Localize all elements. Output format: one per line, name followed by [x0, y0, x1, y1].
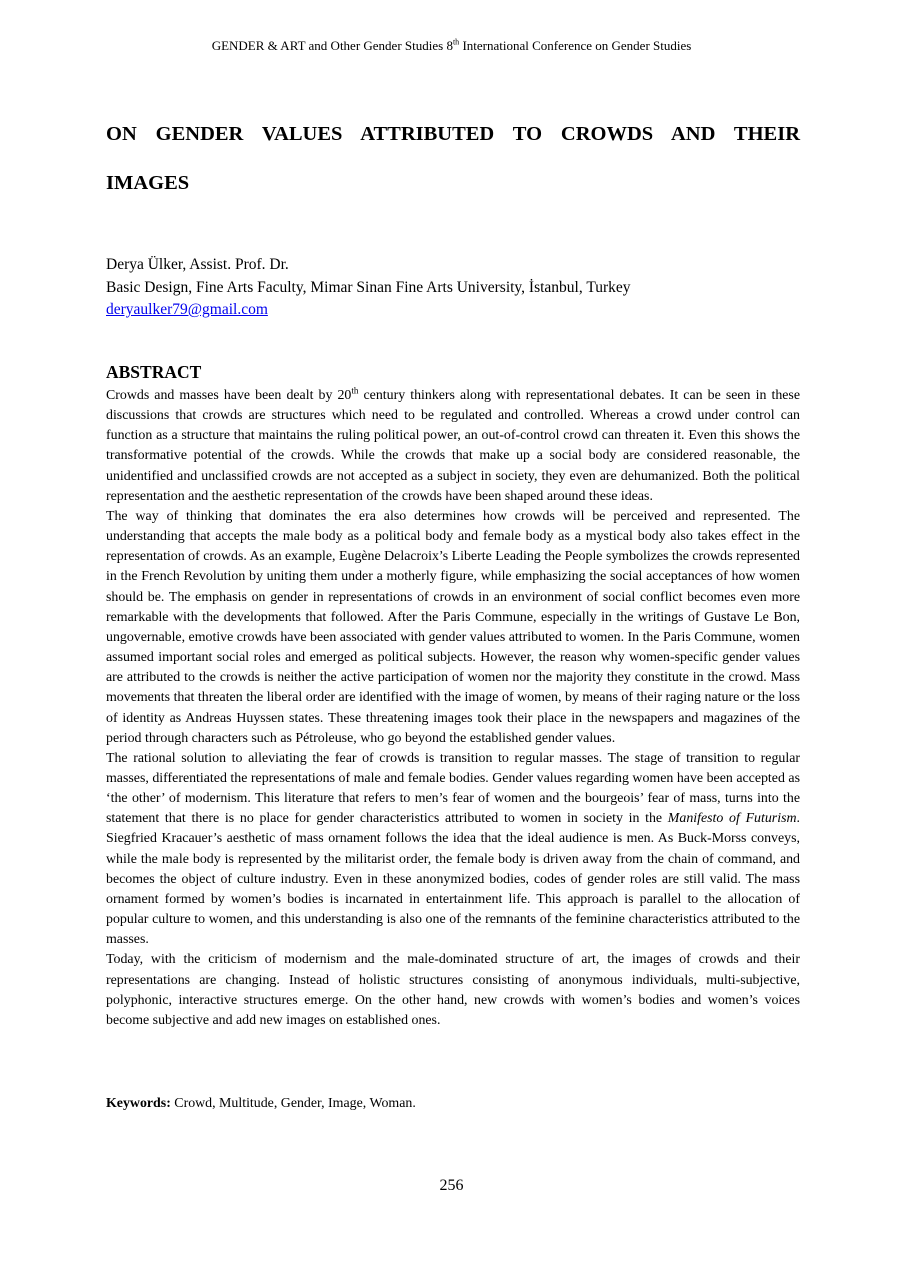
author-email-link[interactable]: deryaulker79@gmail.com	[106, 301, 268, 318]
abstract-p1-superscript: th	[351, 385, 359, 396]
abstract-body	[106, 386, 800, 1031]
abstract-p3-text-b: . Siegfried Kracauer’s aesthetic of mass ornament follows the idea that the ideal audience is men. As Buck-Morss conveys, while the male body is represented by the militarist order, the female body is driven away from the chain of command, and becomes the object of culture industry. Even in these anonymized bodies, codes of gender roles are still valid. The mass ornament formed by women’s bodies is incarnated in entertainment life. This approach is parallel to the allocation of popular culture to women, and this understanding is also one of the remnants of the feminine characteristics attributed to the masses.	[106, 811, 800, 948]
abstract-heading: ABSTRACT	[106, 362, 202, 382]
abstract-paragraph-1	[106, 386, 800, 507]
author-name: Derya Ülker, Assist. Prof. Dr.	[106, 256, 289, 273]
running-header	[0, 38, 903, 54]
keywords-line	[106, 1094, 416, 1114]
paper-title-line-1: ON GENDER VALUES ATTRIBUTED TO CROWDS AND THEIR	[106, 123, 800, 145]
author-affiliation: Basic Design, Fine Arts Faculty, Mimar Sinan Fine Arts University, İstanbul, Turkey	[106, 278, 631, 296]
keywords-text: Crowd, Multitude, Gender, Image, Woman.	[170, 1096, 416, 1111]
running-header-suffix: International Conference on Gender Studies	[459, 38, 692, 53]
abstract-paragraph-3	[106, 749, 800, 951]
keywords-label: Keywords:	[106, 1096, 171, 1111]
paper-title	[106, 110, 800, 208]
abstract-p1-text-a: Crowds and masses have been dealt by 20	[106, 388, 352, 403]
abstract-p3-italic-title: Manifesto of Futurism	[667, 811, 797, 827]
abstract-p3-text-a: The rational solution to alleviating the fear of crowds is transition to regular masses. The stage of transition to regular masses, differentiated the representations of male and female bodies. Gender values regarding women have been accepted as ‘the other’ of modernism. This literature that refers to men’s fear of women and the bourgeois’ fear of mass, turns into the statement that there is no place for gender characteristics attributed to women in society in the	[106, 750, 800, 827]
abstract-p1-text-b: century thinkers along with representational debates. It can be seen in these discussions that crowds are structures which need to be regulated and controlled. Whereas a crowd under control can function as a structure that maintains the ruling political power, an out-of-control crowd can threaten it. Even this shows the transformative potential of the crowds. While the crowds that make up a social body are considered reasonable, the unidentified and unclassified crowds are not accepted as a subject in society, they even are dehumanized. Both the political representation and the aesthetic representation of the crowds have been shaped around these ideas.	[106, 388, 801, 504]
author-block	[106, 254, 631, 322]
abstract-paragraph-2: The way of thinking that dominates the era also determines how crowds will be perceived and represented. The understanding that accepts the male body as a political body and female body as a mystical body also takes effect in the representation of crowds. As an example, Eugène Delacroix’s Liberte Leading the People symbolizes the crowds represented in the French Revolution by uniting them under a motherly figure, while emphasizing the social acceptances of how women should be. The emphasis on gender in representations of crowds in an environment of social conflict becomes even more remarkable with the developments that followed. After the Paris Commune, especially in the writings of Gustave Le Bon, ungovernable, emotive crowds have been associated with gender values attributed to women. In the Paris Commune, women assumed important social roles and emerged as political subjects. However, the reason why women-specific gender values are attributed to the crowds is neither the active participation of women nor the majority they constitute in the crowd. Mass movements that threaten the liberal order are identified with the image of women, by means of their raging nature or the loss of identity as Andreas Huyssen states. These threatening images took their place in the newspapers and magazines of the period through characters such as Pétroleuse, who go beyond the established gender values.	[106, 508, 800, 746]
running-header-prefix: GENDER & ART and Other Gender Studies 8	[211, 38, 453, 53]
running-header-superscript: th	[452, 37, 460, 47]
abstract-paragraph-4: Today, with the criticism of modernism and the male-dominated structure of art, the images of crowds and their representations are changing. Instead of holistic structures consisting of anonymous individuals, multi-subjective, polyphonic, interactive structures emerge. On the other hand, new crowds with women’s bodies and women’s voices become subjective and add new images on established ones.	[106, 952, 800, 1028]
page-number: 256	[439, 1177, 464, 1194]
paper-title-line-2: IMAGES	[106, 172, 190, 194]
